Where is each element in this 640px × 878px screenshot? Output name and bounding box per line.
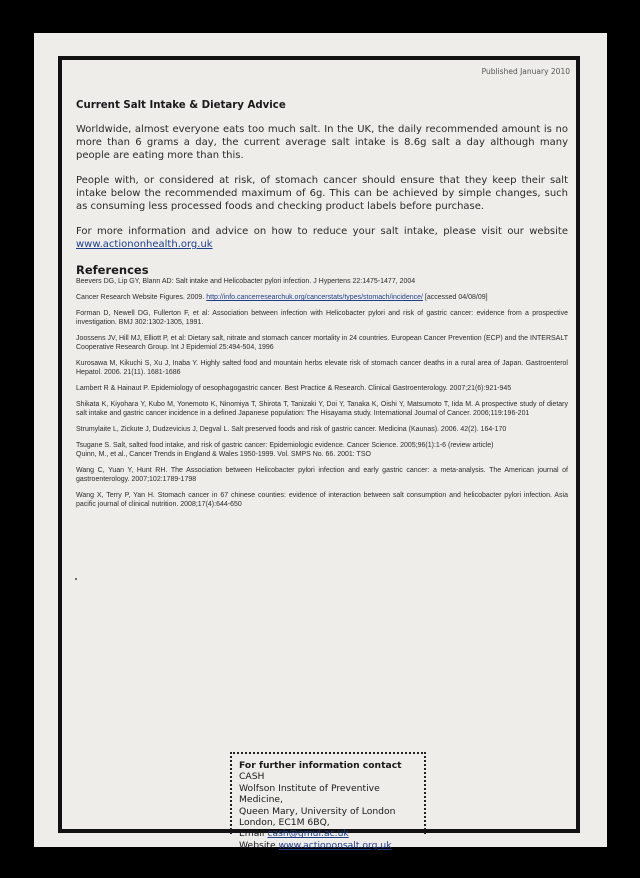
- email-label: Email: [239, 828, 265, 840]
- reference-item: Lambert R & Hainaut P. Epidemiology of oesophagogastric cancer. Best Practice & Research. Clinical Gastroenterology. 2007;21(6):921-945: [76, 385, 512, 392]
- reference-item: Wang C, Yuan Y, Hunt RH. The Association between Helicobacter pylori infection and early gastric cancer: a meta-analysis. The American journal of gastroenterology. 2007;102:1789-1798: [76, 467, 568, 483]
- reference-item: Strumylaite L, Zickute J, Dudzevicius J, Degval L. Salt preserved foods and risk of gastric cancer. Medicina (Kaunas). 2006. 42(2). 164-170: [76, 426, 507, 433]
- contact-line: Wolfson Institute of Preventive Medicine,: [239, 782, 380, 806]
- contact-website-link[interactable]: www.actiononsalt.org.uk: [278, 839, 392, 851]
- contact-line: Queen Mary, University of London: [239, 805, 396, 817]
- references-heading: References: [76, 263, 149, 277]
- reference-list: [76, 277, 568, 509]
- reference-text: Tsugane S. Salt, salted food intake, and risk of gastric cancer: Epidemiologic evidence. Cancer Science. 2005;96(1):1-6 (review article): [76, 442, 494, 449]
- website-label: Website: [239, 839, 276, 851]
- paper-speck: [75, 578, 77, 580]
- contact-website-row: [239, 840, 424, 851]
- reference-item: [76, 441, 568, 459]
- reference-accessed: [accessed 04/08/09]: [424, 294, 488, 301]
- paragraph-risk-advice: People with, or considered at risk, of stomach cancer should ensure that they keep their salt intake below the recommended maximum of 6g. This can be achieved by simple changes, such as consuming less processed foods and checking product labels before purchase.: [76, 175, 568, 212]
- main-content: [76, 100, 568, 516]
- more-info-text: For more information and advice on how to reduce your salt intake, please visit our website: [76, 226, 568, 237]
- reference-text: Cancer Research Website Figures. 2009.: [76, 294, 205, 301]
- contact-line: CASH: [239, 771, 265, 783]
- reference-item: Forman D, Newell DG, Fullerton F, et al: Association between infection with Helicobacter pylori and risk of gastric cancer: evidence from a prospective investigation. BMJ 302:1302-1305, 1991.: [76, 310, 568, 326]
- website-link[interactable]: www.actiononhealth.org.uk: [76, 239, 213, 250]
- reference-item: Wang X, Terry P, Yan H. Stomach cancer in 67 chinese counties: evidence of interaction between salt consumption and helicobacter pylori infection. Asia pacific journal of clinical nutrition. 2008;17(4):644-650: [76, 492, 568, 508]
- paragraph-more-info: [76, 225, 568, 251]
- reference-text: Quinn, M., et al., Cancer Trends in England & Wales 1950-1999. Vol. SMPS No. 66. 2001: TSO: [76, 451, 371, 458]
- reference-item: Shikata K, Kiyohara Y, Kubo M, Yonemoto K, Ninomiya T, Shirota T, Tanizaki Y, Doi Y, Tanaka K, Oishi Y, Matsumoto T, Iida M. A prospective study of dietary salt intake and gastric cancer incidence in a defined Japanese population: The Hisayama study. International Journal of Cancer. 2006;119:196-201: [76, 401, 568, 417]
- email-link[interactable]: cash@qmul.ac.uk: [267, 828, 349, 840]
- reference-item: Beevers DG, Lip GY, Blann AD: Salt intake and Helicobacter pylori infection. J Hypertens 22:1475-1477, 2004: [76, 278, 416, 285]
- contact-email-row: [239, 828, 424, 839]
- contact-box: [230, 752, 426, 851]
- contact-line: London, EC1M 6BQ,: [239, 817, 330, 829]
- paragraph-salt-intake: Worldwide, almost everyone eats too much salt. In the UK, the daily recommended amount is no more than 6 grams a day, the current average salt intake is 8.6g salt a day although many people are eating more than this.: [76, 124, 568, 161]
- reference-item: Kurosawa M, Kikuchi S, Xu J, Inaba Y. Highly salted food and mountain herbs elevate risk of stomach cancer deaths in a rural area of Japan. Gastroenterol Hepatol. 2006. 21(11). 1681-1686: [76, 360, 568, 376]
- reference-link[interactable]: http://info.cancerresearchuk.org/cancerstats/types/stomach/incidence/: [206, 294, 423, 301]
- reference-item: [76, 293, 568, 302]
- publication-date: Published January 2010: [481, 67, 570, 76]
- contact-heading: For further information contact: [239, 760, 402, 771]
- page-title: Current Salt Intake & Dietary Advice: [76, 100, 286, 111]
- reference-item: Joossens JV, Hill MJ, Elliott P, et al: Dietary salt, nitrate and stomach cancer mortality in 24 countries. European Cancer Prevention (ECP) and the INTERSALT Cooperative Research Group. Int J Epidemiol 25:494-504, 1996: [76, 335, 568, 351]
